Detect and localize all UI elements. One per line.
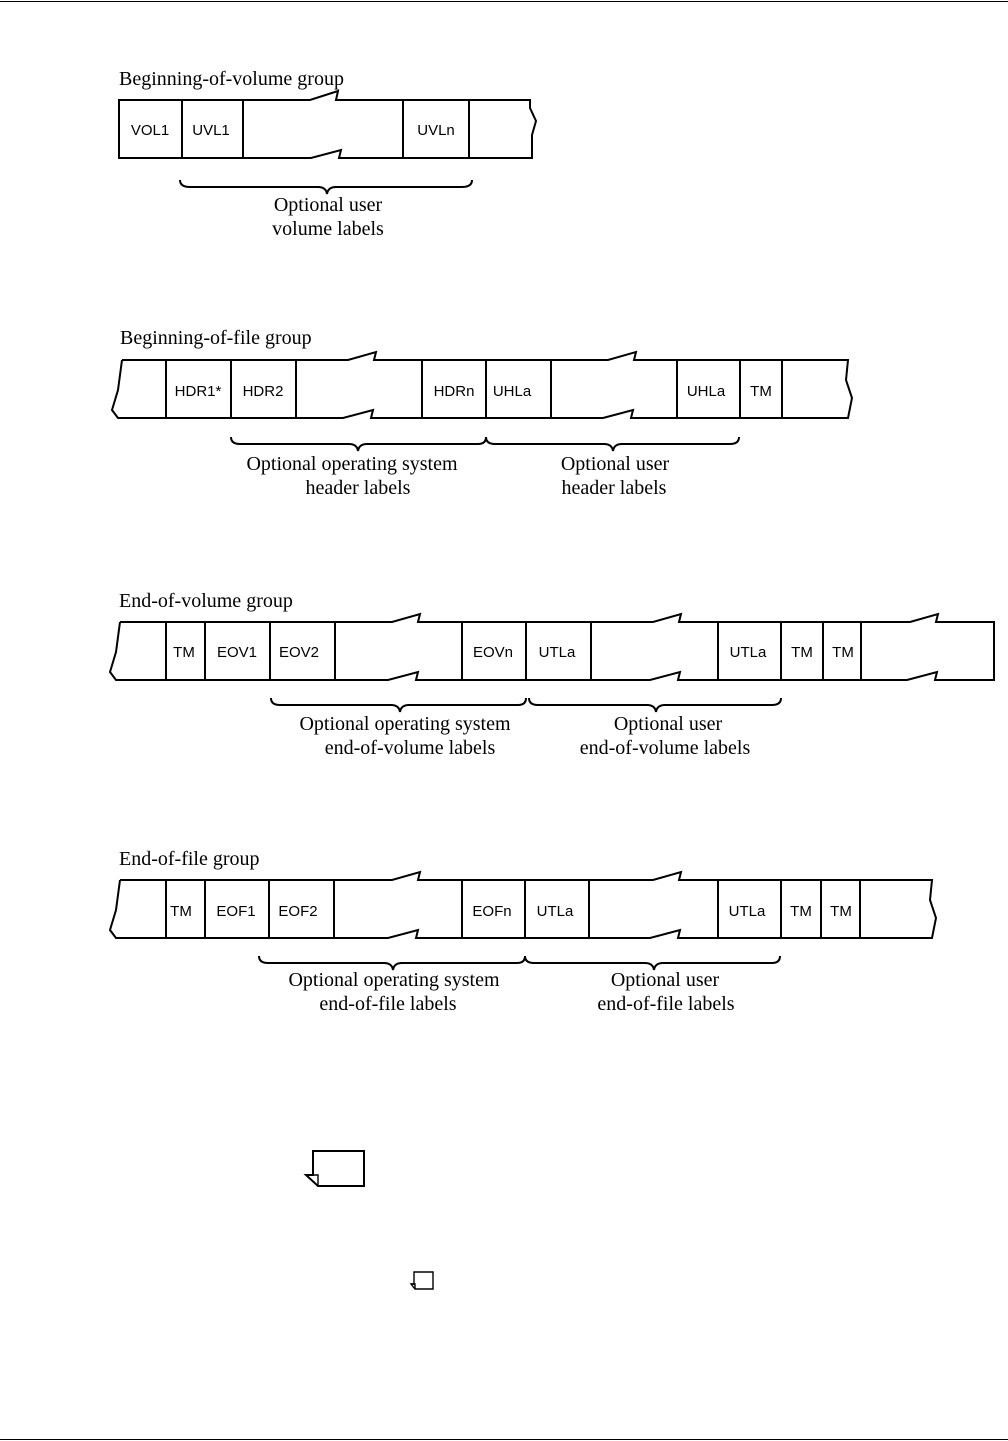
eov-cell-tm: TM [791,644,813,661]
bov-cell-uvln: UVLn [417,122,455,139]
eof-cell-eof2: EOF2 [278,903,318,920]
eov-brace-os [271,698,526,712]
bof-brace-user [486,437,739,451]
bov-title: Beginning-of-volume group [119,68,344,90]
eof-cell-tm: TM [830,903,852,920]
bof-cell-hdr2: HDR2 [242,383,284,400]
eof-group [110,848,936,1015]
eof-cell-tm: TM [790,903,812,920]
eov-group [110,590,994,759]
bov-brace [180,180,472,194]
bof-cell-uhla-last: UHLa [686,383,726,400]
eof-cell-eof1: EOF1 [216,903,256,920]
eov-cell-utla-first: UTLa [538,644,576,661]
bof-cell-hdr1: HDR1* [174,383,222,400]
eov-cell-utla-last: UTLa [729,644,767,661]
eof-brace-user [525,956,780,970]
eov-title: End-of-volume group [119,590,293,612]
bov-cell-vol1: VOL1 [130,122,170,139]
eov-os-line1: Optional operating system [299,713,511,735]
bov-cell-uvl1: UVL1 [192,122,230,139]
eof-os-line2: end-of-file labels [319,993,457,1015]
eof-title: End-of-file group [119,848,260,870]
eof-user-line1: Optional user [610,969,720,991]
bof-user-line2: header labels [561,477,667,499]
eov-cell-eov2: EOV2 [278,644,320,661]
bof-brace-os [231,437,486,451]
eof-os-line1: Optional operating system [288,969,500,991]
eof-cell-eofn: EOFn [472,903,512,920]
bof-cell-uhla-first: UHLa [492,383,532,400]
eof-cell-utla-last: UTLa [728,903,766,920]
bov-group [119,68,536,240]
eov-user-line2: end-of-volume labels [579,737,751,759]
bof-cell-tm: TM [750,383,772,400]
bof-os-line1: Optional operating system [246,453,458,475]
eof-cell-tm: TM [170,903,192,920]
note-icon [306,1151,364,1186]
eof-brace-os [259,956,525,970]
eov-cell-eovn: EOVn [472,644,514,661]
eov-user-line1: Optional user [613,713,723,735]
bov-brace-line1: Optional user [273,194,383,216]
eov-cell-eov1: EOV1 [216,644,258,661]
bof-title: Beginning-of-file group [120,327,312,349]
bof-cell-hdrn: HDRn [433,383,475,400]
bov-brace-line2: volume labels [272,218,384,240]
eov-cell-tm: TM [832,644,854,661]
eov-cell-tm: TM [173,644,195,661]
bof-os-line2: header labels [305,477,411,499]
eof-user-line2: end-of-file labels [597,993,735,1015]
eov-os-line2: end-of-volume labels [324,737,496,759]
eov-brace-user [529,698,781,712]
eof-cell-utla-first: UTLa [536,903,574,920]
note-icon-large [306,1151,364,1186]
note-icon [411,1272,433,1289]
bof-group [112,327,852,499]
bof-user-line1: Optional user [560,453,670,475]
